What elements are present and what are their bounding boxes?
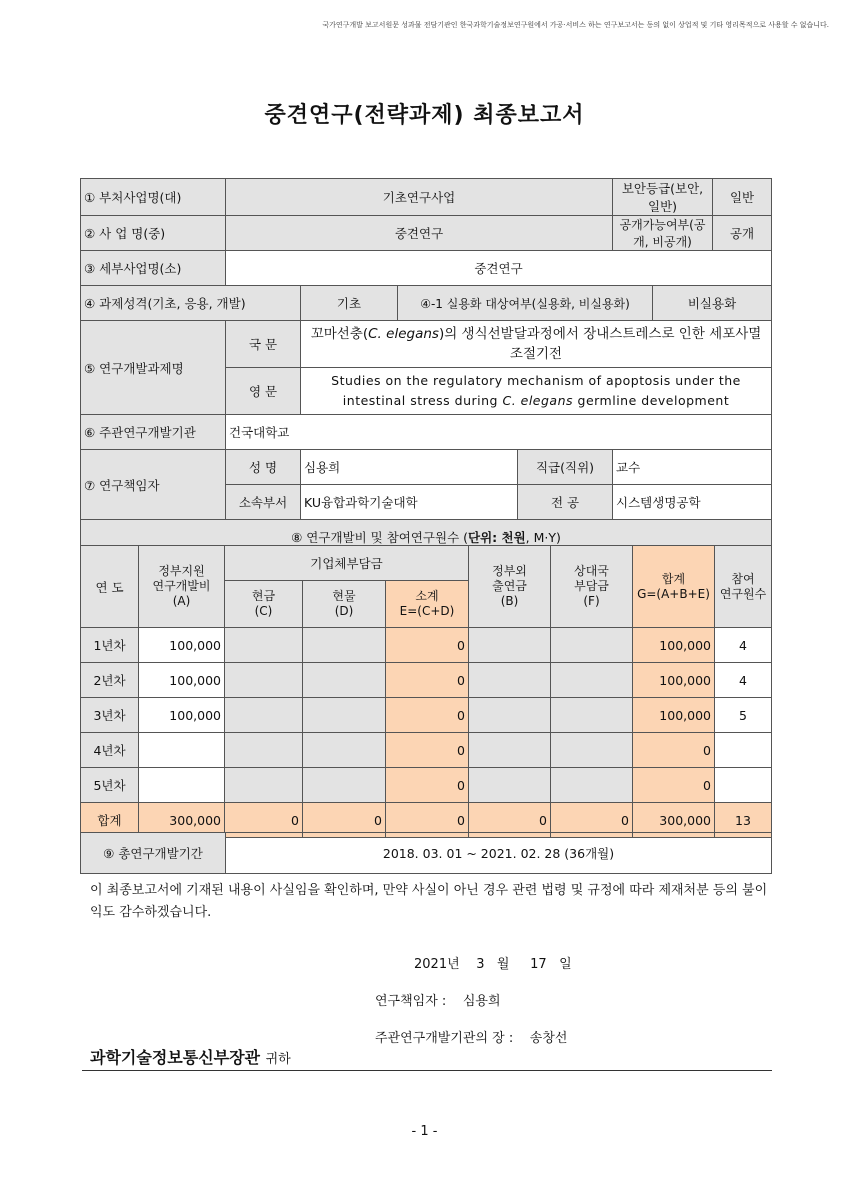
budget-cell-cash <box>225 628 303 663</box>
budget-sum-cash: 0 <box>225 803 303 838</box>
program-value: 기초연구사업 <box>226 179 613 216</box>
sub-program-label: ③ 세부사업명(소) <box>81 251 226 286</box>
subtotal-header: 소계 E=(C+D) <box>386 581 469 628</box>
budget-row <box>81 768 772 803</box>
budget-cell-gov: 100,000 <box>139 628 225 663</box>
name-value: 심용희 <box>301 450 518 485</box>
institute-label: ⑥ 주관연구개발기관 <box>81 415 226 450</box>
budget-cell-gov <box>139 733 225 768</box>
budget-row <box>81 628 772 663</box>
budget-cell-researchers: 4 <box>715 628 772 663</box>
recipient-underline <box>82 1070 772 1071</box>
budget-cell-year: 4년차 <box>81 733 139 768</box>
gov-header: 정부지원 연구개발비 (A) <box>139 546 225 628</box>
budget-cell-cash <box>225 698 303 733</box>
budget-sum-partner: 0 <box>551 803 633 838</box>
practical-label: ④-1 실용화 대상여부(실용화, 비실용화) <box>398 286 653 321</box>
security-value: 일반 <box>713 179 772 216</box>
pi-label: ⑦ 연구책임자 <box>81 450 226 520</box>
security-label: 보안등급(보안, 일반) <box>613 179 713 216</box>
project-label: ② 사 업 명(중) <box>81 216 226 251</box>
budget-cell-partner <box>551 733 633 768</box>
period-value: 2018. 03. 01 ~ 2021. 02. 28 (36개월) <box>226 833 772 874</box>
nature-value: 기초 <box>301 286 398 321</box>
budget-cell-nongov <box>469 733 551 768</box>
page-number: - 1 - <box>411 1124 438 1139</box>
budget-cell-year: 2년차 <box>81 663 139 698</box>
budget-cell-nongov <box>469 768 551 803</box>
name-label: 성 명 <box>226 450 301 485</box>
budget-cell-partner <box>551 698 633 733</box>
english-title-label: 영 문 <box>226 368 301 415</box>
cash-header: 현금 (C) <box>225 581 303 628</box>
budget-cell-total: 100,000 <box>633 663 715 698</box>
inkind-header: 현물 (D) <box>303 581 386 628</box>
document-title: 중견연구(전략과제) 최종보고서 <box>264 103 585 128</box>
budget-cell-gov: 100,000 <box>139 698 225 733</box>
position-label: 직급(직위) <box>518 450 613 485</box>
nature-label: ④ 과제성격(기초, 응용, 개발) <box>81 286 301 321</box>
report-date: 2021년 3 월 17 일 <box>414 957 572 972</box>
budget-cell-partner <box>551 768 633 803</box>
budget-cell-year: 1년차 <box>81 628 139 663</box>
korean-title-label: 국 문 <box>226 321 301 368</box>
partner-header: 상대국 부담금 (F) <box>551 546 633 628</box>
budget-cell-subtotal: 0 <box>386 733 469 768</box>
budget-cell-inkind <box>303 698 386 733</box>
budget-caption: ⑧ 연구개발비 및 참여연구원수 (단위: 천원, M·Y) <box>81 520 772 555</box>
public-value: 공개 <box>713 216 772 251</box>
year-header: 연 도 <box>81 546 139 628</box>
major-label: 전 공 <box>518 485 613 520</box>
project-value: 중견연구 <box>226 216 613 251</box>
budget-cell-researchers <box>715 768 772 803</box>
budget-cell-subtotal: 0 <box>386 698 469 733</box>
budget-sum-total: 300,000 <box>633 803 715 838</box>
budget-cell-researchers <box>715 733 772 768</box>
budget-cell-subtotal: 0 <box>386 663 469 698</box>
budget-cell-total: 100,000 <box>633 628 715 663</box>
pledge-text: 이 최종보고서에 기재된 내용이 사실임을 확인하며, 만약 사실이 아닌 경우 관련 법령 및 규정에 따라 제재처분 등의 불이익도 감수하겠습니다. <box>90 883 768 920</box>
dept-value: KU융합과학기술대학 <box>301 485 518 520</box>
budget-cell-researchers: 5 <box>715 698 772 733</box>
budget-sum-gov: 300,000 <box>139 803 225 838</box>
english-title: Studies on the regulatory mechanism of apoptosis under the intestinal stress during C. elegans germline development <box>301 368 772 415</box>
korean-title: 꼬마선충(C. elegans)의 생식선발달과정에서 장내스트레스로 인한 세포사멸 조절기전 <box>301 321 772 368</box>
budget-cell-inkind <box>303 733 386 768</box>
budget-cell-year: 5년차 <box>81 768 139 803</box>
project-title-label: ⑤ 연구개발과제명 <box>81 321 226 415</box>
budget-cell-inkind <box>303 768 386 803</box>
total-header: 합계 G=(A+B+E) <box>633 546 715 628</box>
budget-cell-nongov <box>469 698 551 733</box>
budget-cell-inkind <box>303 628 386 663</box>
program-label: ① 부처사업명(대) <box>81 179 226 216</box>
budget-table <box>80 545 772 838</box>
pi-signature: 연구책임자 : 심용희 <box>375 994 501 1009</box>
budget-cell-gov <box>139 768 225 803</box>
nongov-header: 정부외 출연금 (B) <box>469 546 551 628</box>
period-label: ⑨ 총연구개발기간 <box>81 833 226 874</box>
budget-cell-inkind <box>303 663 386 698</box>
budget-cell-cash <box>225 663 303 698</box>
budget-row <box>81 733 772 768</box>
sub-program-value: 중견연구 <box>226 251 772 286</box>
budget-cell-researchers: 4 <box>715 663 772 698</box>
position-value: 교수 <box>613 450 772 485</box>
head-signature: 주관연구개발기관의 장 : 송창선 <box>375 1031 568 1046</box>
period-table <box>80 832 772 874</box>
budget-cell-partner <box>551 628 633 663</box>
budget-row <box>81 663 772 698</box>
practical-value: 비실용화 <box>653 286 772 321</box>
budget-sum-year: 합계 <box>81 803 139 838</box>
budget-cell-partner <box>551 663 633 698</box>
public-label: 공개가능여부(공개, 비공개) <box>613 216 713 251</box>
budget-cell-cash <box>225 768 303 803</box>
budget-cell-gov: 100,000 <box>139 663 225 698</box>
budget-row <box>81 698 772 733</box>
budget-cell-total: 0 <box>633 733 715 768</box>
project-info-table <box>80 178 772 555</box>
company-header: 기업체부담금 <box>225 546 469 581</box>
budget-sum-nongov: 0 <box>469 803 551 838</box>
usage-notice: 국가연구개발 보고서원문 성과물 전담기관인 한국과학기술정보연구원에서 가공·서비스 하는 연구보고서는 동의 없이 상업적 및 기타 영리목적으로 사용할 수 없습니다. <box>322 21 829 29</box>
budget-sum-subtotal: 0 <box>386 803 469 838</box>
recipient: 과학기술정보통신부장관 귀하 <box>90 1048 291 1067</box>
budget-cell-nongov <box>469 628 551 663</box>
budget-cell-total: 100,000 <box>633 698 715 733</box>
budget-sum-researchers: 13 <box>715 803 772 838</box>
budget-cell-total: 0 <box>633 768 715 803</box>
budget-cell-year: 3년차 <box>81 698 139 733</box>
budget-sum-inkind: 0 <box>303 803 386 838</box>
budget-cell-nongov <box>469 663 551 698</box>
major-value: 시스템생명공학 <box>613 485 772 520</box>
researchers-header: 참여 연구원수 <box>715 546 772 628</box>
dept-label: 소속부서 <box>226 485 301 520</box>
budget-cell-subtotal: 0 <box>386 768 469 803</box>
institute-value: 건국대학교 <box>226 415 772 450</box>
budget-cell-cash <box>225 733 303 768</box>
budget-body <box>81 628 772 838</box>
budget-cell-subtotal: 0 <box>386 628 469 663</box>
